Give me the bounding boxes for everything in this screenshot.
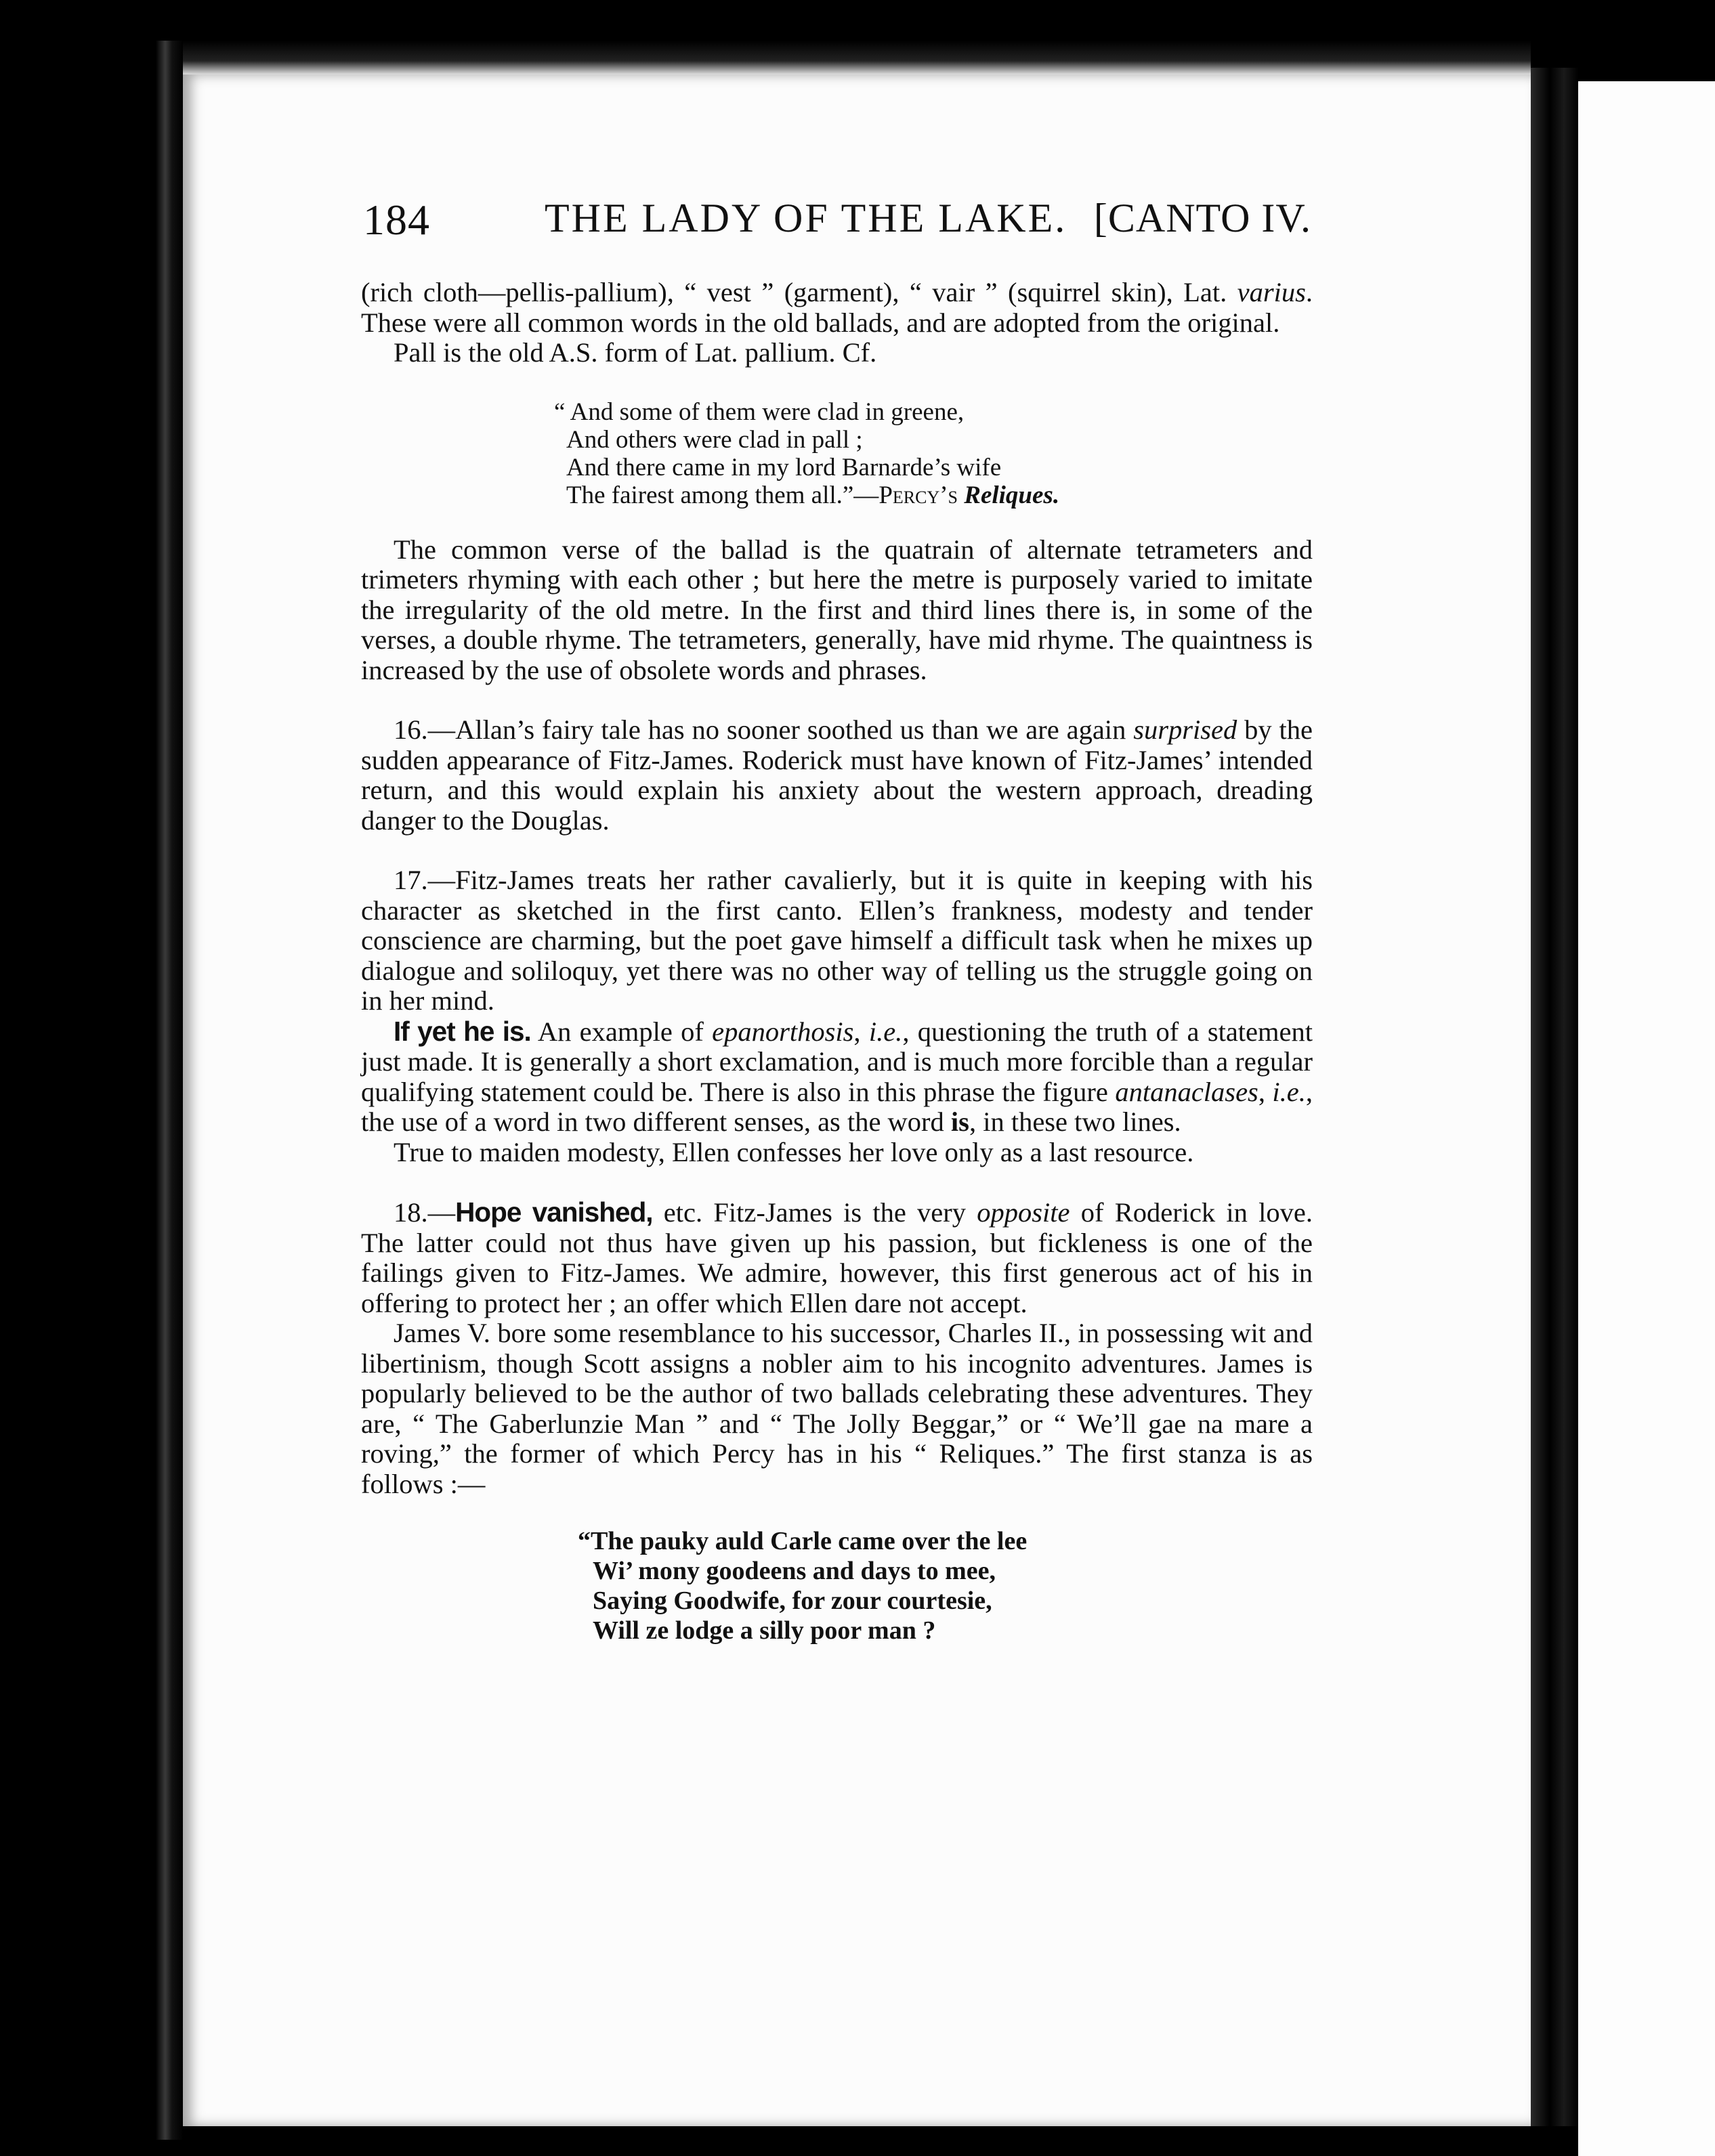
paragraph: James V. bore some resemblance to his successor, Charles II., in possessing wit and libertinism, though Scott assigns a nobler aim to his incognito adventures. James is popularly believed to be the author of two ballads celebrating these adventures. They are, “ The Gaberlunzie Man ” and “ The Jolly Beggar,” or “ We’ll gae na mare a roving,” the former of which Percy has in his “ Reliques.” The first stanza is as follows :— [361,1318,1313,1499]
paragraph: True to maiden modesty, Ellen confesses her love only as a last resource. [394,1136,1194,1167]
paragraph: Pall is the old A.S. form of Lat. pallium. Cf. [394,337,877,368]
paragraph-17: 17.—Fitz-James treats her rather cavalierly, but it is quite in keeping with his character as sketched in the first canto. Ellen’s frankness, modesty and tender conscience are charming, but the poet gave himself a difficult task when he mixes up dialogue and soliloquy, yet there was no other way of telling us the struggle going on in her mind. [361,865,1313,1016]
paragraph-18: 18.—Hope vanished, etc. Fitz-James is the very opposite of Roderick in love. The latter could not thus have given up his passion, but fickleness is one of the failings given to Fitz-James. We admire, however, this first generous act of his in offering to protect her ; an offer which Ellen dare not accept. [361,1196,1313,1318]
paragraph: (rich cloth—pellis-pallium), “ vest ” (garment), “ vair ” (squirrel skin), Lat. varius. These were all common words in the old ballads, and are adopted from the original. [361,277,1313,338]
paragraph: The common verse of the ballad is the quatrain of alternate tetrameters and trimeters rhyming with each other ; but here the metre is purposely varied to imitate the irregularity of the old metre. In the first and third lines there is, in some of the verses, a double rhyme. The tetrameters, generally, have mid rhyme. The quaintness is increased by the use of obsolete words and phrases. [361,534,1313,685]
canto-label: [CANTO IV. [1093,196,1311,240]
top-shadow [183,41,1531,74]
block-quote: “The pauky auld Carle came over the lee Wi’ mony goodeens and days to mee, Saying Goodwife, for zour courtesie, Will ze lodge a silly poor man ? [578,1527,1028,1645]
book-title: THE LADY OF THE LAKE. [545,196,1067,240]
page-number: 184 [363,196,430,244]
paragraph-16: 16.—Allan’s fairy tale has no sooner soothed us than we are again surprised by the sudden appearance of Fitz-James. Roderick must have known of Fitz-James’ intended return, and this would explain his anxiety about the western approach, dreading danger to the Douglas. [361,714,1313,836]
running-head [363,195,1311,249]
next-page-edge [1578,81,1715,2156]
block-quote: “ And some of them were clad in greene, And others were clad in pall ; And there came in my lord Barnarde’s wife The fairest among them all.”—Percy’s Reliques. [554,397,1060,509]
gutter-edge [156,41,183,2140]
paragraph: If yet he is. An example of epanorthosis, i.e., questioning the truth of a statement just made. It is generally a short exclamation, and is much more forcible than a regular qualifying statement could be. There is also in this phrase the figure antanaclases, i.e., the use of a word in two different senses, as the word is, in these two lines. [361,1015,1313,1137]
page-body [361,278,1313,1645]
page-fold [1531,68,1578,2126]
